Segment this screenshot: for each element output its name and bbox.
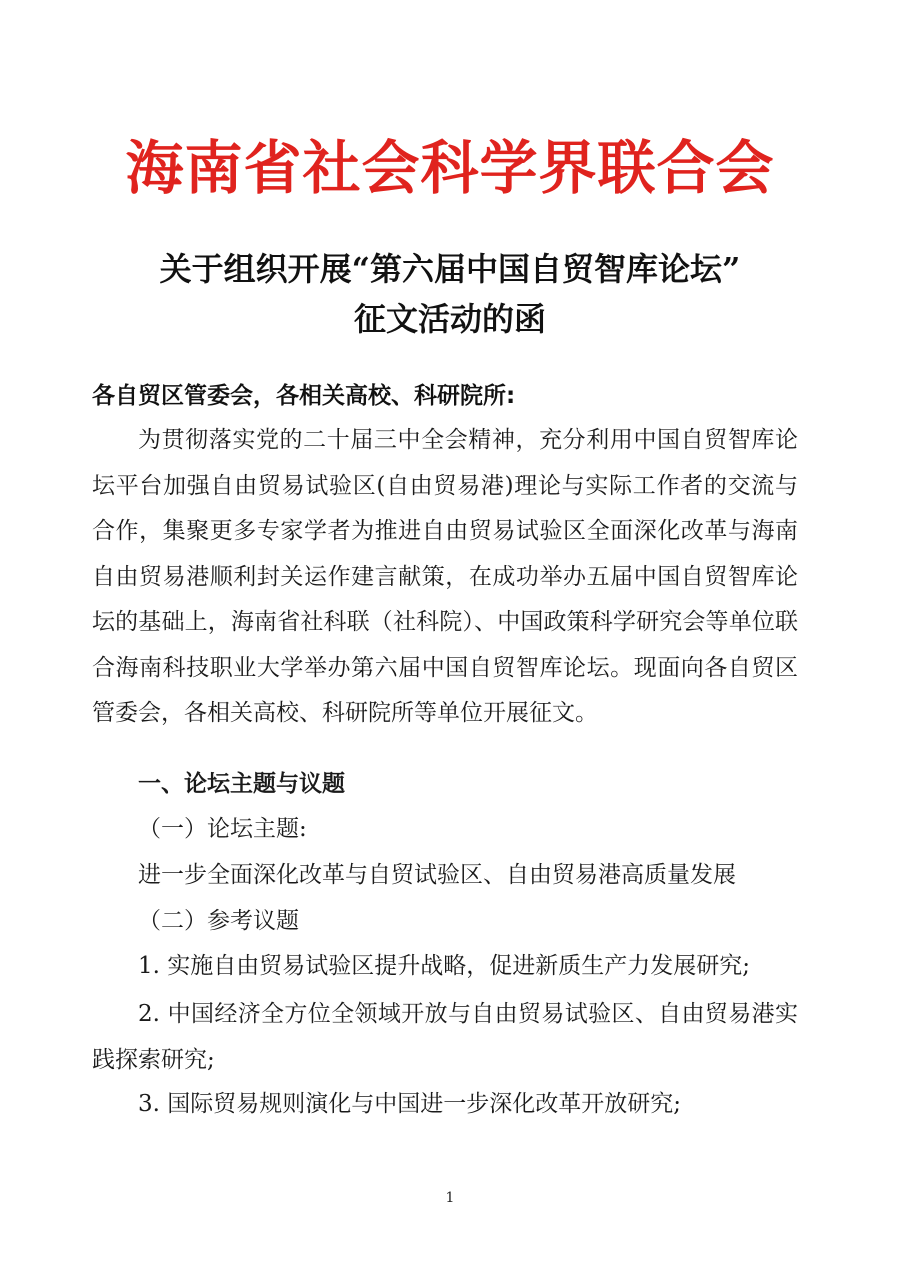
section-heading-1: 一、论坛主题与议题 [138, 771, 345, 797]
document-title [0, 244, 900, 344]
document-title-line-2: 征文活动的函 [353, 300, 546, 338]
forum-theme: 进一步全面深化改革与自贸试验区、自由贸易港高质量发展 [138, 862, 736, 888]
subsection-label-theme: （一）论坛主题: [138, 816, 307, 842]
topic-item-3: 3. 国际贸易规则演化与中国进一步深化改革开放研究; [138, 1091, 682, 1117]
document-title-line-1: 关于组织开展“第六届中国自贸智库论坛” [159, 250, 741, 288]
topic-item-2: 2. 中国经济全方位全领域开放与自由贸易试验区、自由贸易港实践探索研究; [92, 1001, 798, 1073]
page-number: 1 [445, 1190, 455, 1206]
salutation: 各自贸区管委会，各相关高校、科研院所: [92, 383, 516, 409]
intro-paragraph: 为贯彻落实党的二十届三中全会精神，充分利用中国自贸智库论坛平台加强自由贸易试验区(自由贸易港)理论与实际工作者的交流与合作，集聚更多专家学者为推进自由贸易试验区全面深化改革与海南自由贸易港顺利封关运作建言献策，在成功举办五届中国自贸智库论坛的基础上，海南省社科联（社科院）、中国政策科学研究会等单位联合海南科技职业大学举办第六届中国自贸智库论坛。现面向各自贸区管委会，各相关高校、科研院所等单位开展征文。 [92, 427, 798, 726]
topic-item-1: 1. 实施自由贸易试验区提升战略，促进新质生产力发展研究; [138, 953, 751, 979]
subsection-label-topics: （二）参考议题 [138, 908, 299, 934]
letterhead-title: 海南省社会科学界联合会 [125, 134, 775, 202]
